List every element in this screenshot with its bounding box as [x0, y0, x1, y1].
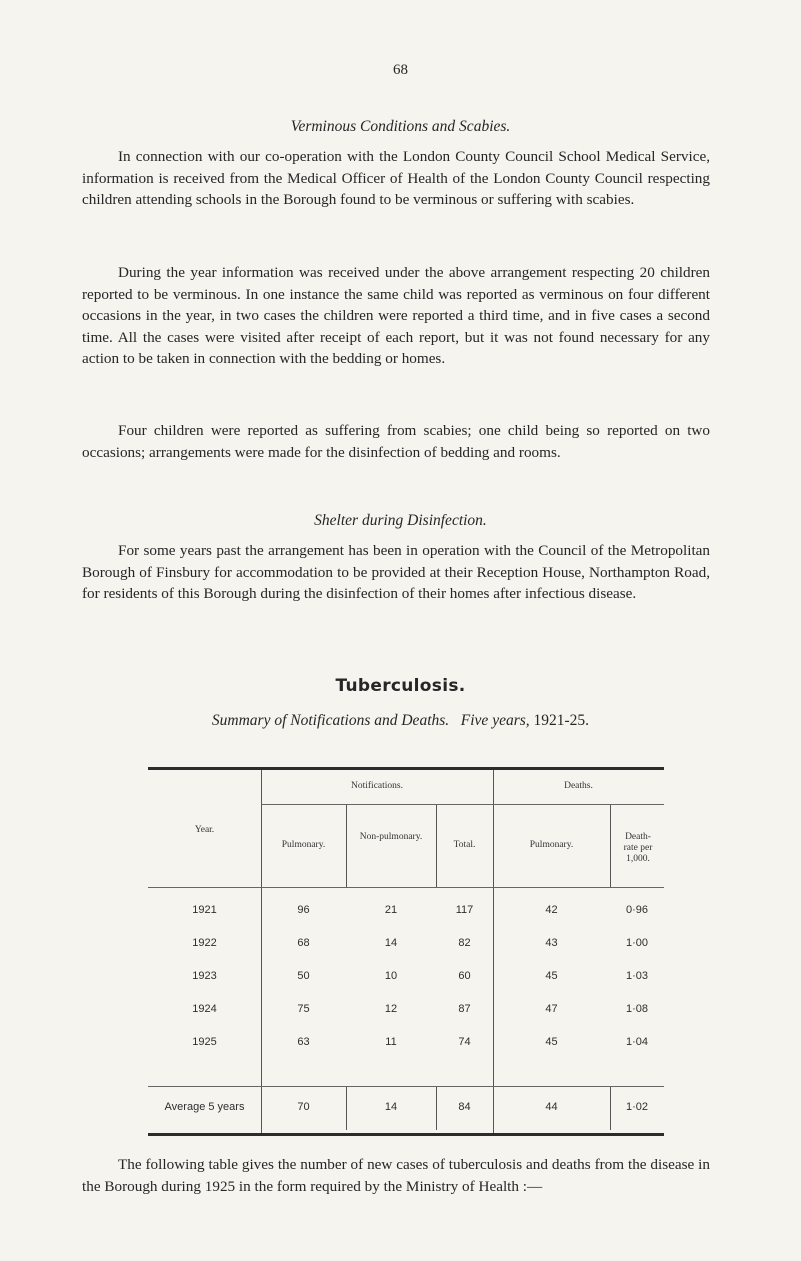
caption-years-label: Five years,	[460, 712, 530, 729]
cell-year: 1924	[192, 1003, 217, 1015]
paragraph-scabies: Four children were reported as suffering from scabies; one child being so reported on two occasions; arrangements were made for the disinfection of bedding and rooms.	[82, 422, 710, 461]
cell-deaths-pulmonary: 42	[545, 904, 558, 916]
header-deaths: Deaths.	[564, 781, 593, 791]
cell-pulmonary: 68	[297, 937, 310, 949]
cell-death-rate: 0·96	[625, 904, 649, 916]
cell-year: 1921	[192, 904, 217, 916]
page-number: 68	[393, 62, 408, 78]
header-notif-pulmonary: Pulmonary.	[281, 840, 326, 850]
header-notif-total: Total.	[453, 840, 476, 850]
col-divider	[261, 770, 262, 1133]
table-bottom-rule	[148, 1133, 664, 1136]
cell-non-pulmonary: 12	[384, 1003, 398, 1015]
cell-average-label: Average 5 years	[164, 1101, 245, 1113]
caption-years: 1921-25.	[533, 712, 590, 729]
section-title-shelter: Shelter during Disinfection.	[314, 512, 487, 529]
cell-pulmonary: 50	[297, 970, 310, 982]
cell-non-pulmonary: 10	[384, 970, 398, 982]
header-year: Year.	[194, 825, 215, 835]
cell-total: 84	[458, 1101, 471, 1113]
cell-death-rate: 1·00	[625, 937, 649, 949]
header-divider	[261, 804, 664, 805]
cell-non-pulmonary: 21	[384, 904, 398, 916]
cell-year: 1922	[192, 937, 217, 949]
paragraph-verminous-intro: In connection with our co-operation with the London County Council School Medical Service, information is received from the Medical Officer of Health of the London County Council respecting children attending schools in the Borough found to be verminous or suffering with scabies.	[82, 148, 710, 208]
cell-non-pulmonary: 14	[384, 937, 398, 949]
cell-deaths-pulmonary: 44	[545, 1101, 558, 1113]
table-top-rule	[148, 767, 664, 770]
cell-deaths-pulmonary: 43	[545, 937, 558, 949]
cell-death-rate: 1·02	[625, 1101, 649, 1113]
tuberculosis-heading: Tuberculosis.	[335, 676, 466, 696]
header-death-rate: Death-rate per 1,000.	[623, 832, 653, 864]
cell-death-rate: 1·04	[625, 1036, 649, 1048]
paragraph-following-table: The following table gives the number of new cases of tuberculosis and deaths from the disease in the Borough during 1925 in the form required by the Ministry of Health :—	[82, 1156, 710, 1195]
col-divider	[493, 770, 494, 1133]
cell-pulmonary: 63	[297, 1036, 310, 1048]
cell-pulmonary: 75	[297, 1003, 310, 1015]
paragraph-verminous-details: During the year information was received under the above arrangement respecting 20 children reported to be verminous. In one instance the same child was reported as verminous on four different occasions in the year, in two cases the children were reported a third time, and in five cases a second time. All the cases were visited after receipt of each report, but it was not found necessary for any action to be taken in connection with the bedding or homes.	[82, 264, 710, 367]
paragraph-shelter: For some years past the arrangement has been in operation with the Council of the Metropolitan Borough of Finsbury for accommodation to be provided at their Reception House, Northampton Road, for residents of this Borough during the disinfection of their homes after infectious disease.	[82, 542, 710, 602]
cell-death-rate: 1·08	[625, 1003, 649, 1015]
cell-deaths-pulmonary: 47	[545, 1003, 558, 1015]
cell-year: 1925	[192, 1036, 217, 1048]
cell-total: 87	[458, 1003, 471, 1015]
cell-total: 60	[458, 970, 471, 982]
header-bottom-rule	[148, 887, 664, 888]
header-notifications: Notifications.	[351, 781, 403, 791]
cell-total: 117	[455, 904, 474, 916]
cell-total: 82	[458, 937, 471, 949]
col-divider	[346, 804, 347, 887]
cell-non-pulmonary: 14	[384, 1101, 398, 1113]
cell-year: 1923	[192, 970, 217, 982]
header-deaths-pulmonary: Pulmonary.	[529, 840, 574, 850]
cell-total: 74	[458, 1036, 471, 1048]
caption-italic: Summary of Notifications and Deaths.	[211, 712, 450, 729]
summary-table	[148, 764, 664, 1136]
cell-pulmonary: 96	[297, 904, 310, 916]
cell-deaths-pulmonary: 45	[545, 970, 558, 982]
cell-non-pulmonary: 11	[385, 1036, 397, 1048]
header-notif-non-pulmonary: Non-pulmonary.	[359, 832, 423, 842]
cell-pulmonary: 70	[297, 1101, 310, 1113]
col-divider	[610, 804, 611, 887]
average-top-rule	[148, 1086, 664, 1087]
cell-death-rate: 1·03	[625, 970, 649, 982]
section-title-verminous: Verminous Conditions and Scabies.	[290, 118, 511, 135]
table-caption	[0, 712, 801, 730]
cell-deaths-pulmonary: 45	[545, 1036, 558, 1048]
